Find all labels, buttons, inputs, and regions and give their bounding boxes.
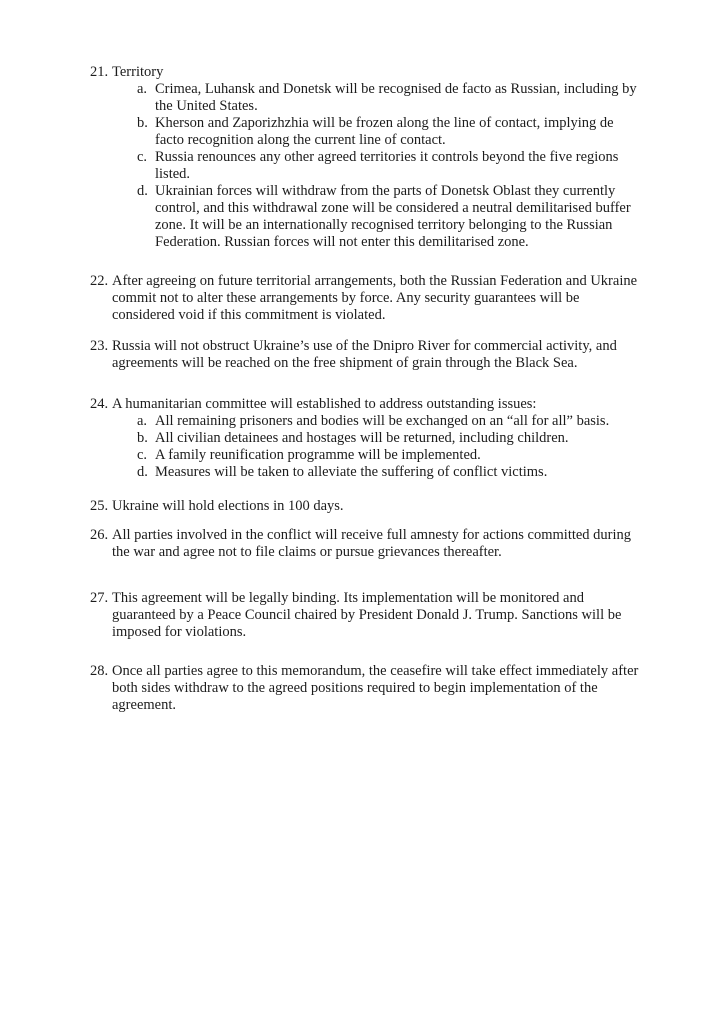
item-text: This agreement will be legally binding. Its implementation will be monitored and guaranteed by a Peace Council chaired by President Donald J. Trump. Sanctions will be imposed for violations.	[112, 590, 622, 640]
subitem-text: Russia renounces any other agreed territories it controls beyond the five regions listed.	[155, 149, 619, 182]
item-text: Ukraine will hold elections in 100 days.	[112, 498, 344, 514]
list-item	[90, 338, 642, 372]
item-number: 22.	[90, 273, 109, 289]
item-text: A humanitarian committee will established to address outstanding issues:	[112, 396, 537, 412]
subitem-letter: b.	[137, 430, 148, 446]
list-item	[90, 527, 642, 561]
item-number: 23.	[90, 338, 109, 354]
subitem-letter: c.	[137, 447, 148, 463]
sub-list-item	[137, 447, 642, 464]
item-text: Territory	[112, 64, 164, 80]
sub-list-item	[137, 183, 642, 251]
item-number: 26.	[90, 527, 109, 543]
subitem-letter: a.	[137, 81, 148, 97]
item-number: 25.	[90, 498, 109, 514]
item-body	[112, 396, 642, 481]
item-body	[112, 527, 642, 561]
list-item	[90, 663, 642, 714]
subitem-letter: d.	[137, 183, 148, 199]
item-body	[112, 590, 642, 641]
list-item	[90, 396, 642, 481]
subitem-letter: c.	[137, 149, 148, 165]
sub-list-item	[137, 430, 642, 447]
subitem-letter: a.	[137, 413, 148, 429]
item-text: Russia will not obstruct Ukraine’s use of the Dnipro River for commercial activity, and agreements will be reached on the free shipment of grain through the Black Sea.	[112, 338, 617, 371]
list-item	[90, 64, 642, 251]
subitem-text: Measures will be taken to alleviate the suffering of conflict victims.	[155, 464, 548, 480]
sub-list-item	[137, 115, 642, 149]
list-item	[90, 273, 642, 324]
sub-list-item	[137, 464, 642, 481]
subitem-text: Kherson and Zaporizhzhia will be frozen along the line of contact, implying de facto recognition along the current line of contact.	[155, 115, 614, 148]
item-number: 28.	[90, 663, 109, 679]
item-number: 24.	[90, 396, 109, 412]
item-body	[112, 498, 642, 515]
subitem-text: All remaining prisoners and bodies will be exchanged on an “all for all” basis.	[155, 413, 610, 429]
subitem-text: All civilian detainees and hostages will be returned, including children.	[155, 430, 569, 446]
list-item	[90, 498, 642, 515]
sub-list-item	[137, 81, 642, 115]
subitem-text: Ukrainian forces will withdraw from the parts of Donetsk Oblast they currently control, and this withdrawal zone will be considered a neutral demilitarised buffer zone. It will be an internationally recognised territory belonging to the Russian Federation. Russian forces will not enter this demilitarised zone.	[155, 183, 631, 250]
item-number: 27.	[90, 590, 109, 606]
subitem-text: Crimea, Luhansk and Donetsk will be recognised de facto as Russian, including by the United States.	[155, 81, 637, 114]
list-item	[90, 590, 642, 641]
item-body	[112, 663, 642, 714]
subitem-letter: d.	[137, 464, 148, 480]
item-body	[112, 338, 642, 372]
item-body	[112, 273, 642, 324]
sub-list-item	[137, 413, 642, 430]
item-number: 21.	[90, 64, 109, 80]
item-text: All parties involved in the conflict will receive full amnesty for actions committed during the war and agree not to file claims or pursue grievances thereafter.	[112, 527, 632, 560]
item-body	[112, 64, 642, 251]
sub-list-item	[137, 149, 642, 183]
subitem-letter: b.	[137, 115, 148, 131]
item-text: Once all parties agree to this memorandum, the ceasefire will take effect immediately after both sides withdraw to the agreed positions required to begin implementation of the agreement.	[112, 663, 639, 713]
item-text: After agreeing on future territorial arrangements, both the Russian Federation and Ukraine commit not to alter these arrangements by force. Any security guarantees will be considered void if this commitment is violated.	[112, 273, 638, 323]
subitem-text: A family reunification programme will be implemented.	[155, 447, 481, 463]
